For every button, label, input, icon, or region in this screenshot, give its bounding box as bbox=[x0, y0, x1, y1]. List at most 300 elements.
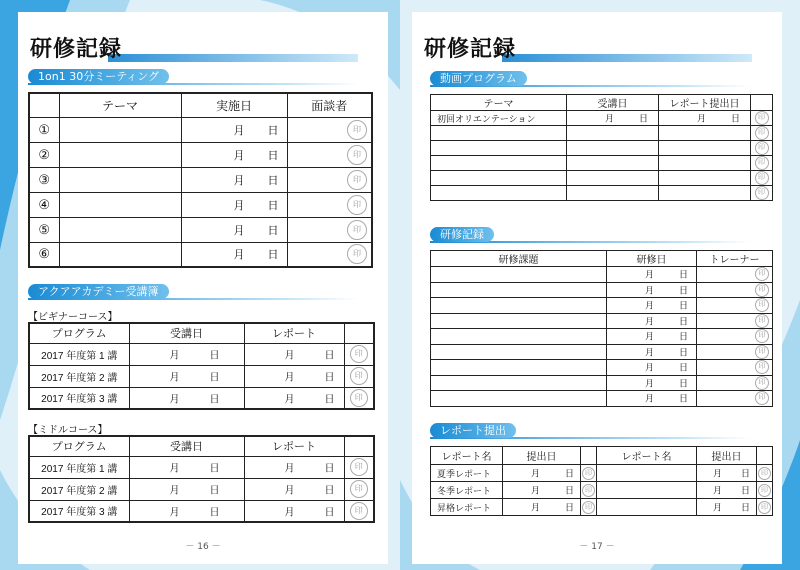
theme-cell[interactable] bbox=[431, 156, 567, 171]
month-label: 月 bbox=[645, 285, 655, 296]
table-row bbox=[29, 456, 374, 478]
interviewer-cell[interactable] bbox=[287, 242, 372, 267]
training-date-cell[interactable] bbox=[607, 282, 697, 298]
header-training-date: 研修日 bbox=[607, 251, 697, 267]
month-label: 月 bbox=[169, 463, 180, 475]
header-report-date: レポート提出日 bbox=[659, 95, 751, 111]
table-row bbox=[29, 478, 374, 500]
table-row bbox=[431, 171, 773, 186]
seal-cell[interactable] bbox=[581, 465, 597, 482]
attend-date-cell[interactable] bbox=[129, 456, 244, 478]
seal-stamp-icon: 印 bbox=[755, 298, 769, 312]
trainer-cell[interactable] bbox=[697, 267, 773, 283]
table-row bbox=[431, 313, 773, 329]
training-table bbox=[430, 250, 773, 407]
month-label: 月 bbox=[233, 199, 245, 212]
day-label: 日 bbox=[267, 224, 279, 237]
row-number: ③ bbox=[29, 167, 59, 192]
seal-stamp-icon: 印 bbox=[350, 367, 368, 385]
seal-cell[interactable] bbox=[757, 499, 773, 516]
table-row bbox=[431, 186, 773, 201]
month-label: 月 bbox=[233, 174, 245, 187]
table-row bbox=[431, 156, 773, 171]
topic-cell[interactable] bbox=[431, 282, 607, 298]
table-row bbox=[29, 500, 374, 522]
program-cell: 2017 年度第 2 講 bbox=[29, 365, 129, 387]
report-name-cell[interactable] bbox=[597, 482, 697, 499]
topic-cell[interactable] bbox=[431, 313, 607, 329]
month-label: 月 bbox=[284, 394, 295, 406]
month-label: 月 bbox=[645, 300, 655, 311]
day-label: 日 bbox=[741, 468, 751, 479]
trainer-cell[interactable] bbox=[697, 360, 773, 376]
table-row bbox=[29, 242, 372, 267]
report-date-cell[interactable] bbox=[244, 387, 344, 409]
seal-stamp-icon: 印 bbox=[758, 501, 771, 514]
header-topic: 研修課題 bbox=[431, 251, 607, 267]
seal-stamp-icon: 印 bbox=[755, 360, 769, 374]
header-report-name: レポート名 bbox=[431, 447, 503, 465]
month-label: 月 bbox=[233, 149, 245, 162]
report-date-cell[interactable] bbox=[244, 456, 344, 478]
month-label: 月 bbox=[645, 269, 655, 280]
table-row bbox=[431, 111, 773, 126]
day-label: 日 bbox=[731, 113, 741, 124]
report-date-cell[interactable] bbox=[244, 365, 344, 387]
table-row bbox=[29, 217, 372, 242]
trainer-cell[interactable] bbox=[697, 391, 773, 407]
title-bar bbox=[108, 54, 358, 62]
month-label: 月 bbox=[233, 224, 245, 237]
month-label: 月 bbox=[233, 124, 245, 137]
month-label: 月 bbox=[284, 507, 295, 519]
header-report: レポート bbox=[244, 436, 344, 456]
seal-stamp-icon: 印 bbox=[755, 111, 769, 125]
month-label: 月 bbox=[645, 316, 655, 327]
submit-date-cell[interactable] bbox=[697, 465, 757, 482]
training-date-cell[interactable] bbox=[607, 360, 697, 376]
theme-cell[interactable] bbox=[59, 217, 181, 242]
row-number: ① bbox=[29, 117, 59, 142]
header-report: レポート bbox=[244, 323, 344, 343]
report-date-cell[interactable] bbox=[659, 156, 751, 171]
seal-cell[interactable] bbox=[751, 186, 773, 201]
row-number: ④ bbox=[29, 192, 59, 217]
table-row bbox=[29, 192, 372, 217]
month-label: 月 bbox=[645, 378, 655, 389]
row-number: ② bbox=[29, 142, 59, 167]
day-label: 日 bbox=[679, 316, 689, 327]
month-label: 月 bbox=[713, 485, 723, 496]
topic-cell[interactable] bbox=[431, 344, 607, 360]
header-blank bbox=[344, 436, 374, 456]
month-label: 月 bbox=[233, 249, 245, 262]
seal-cell[interactable] bbox=[344, 343, 374, 365]
day-label: 日 bbox=[267, 149, 279, 162]
report-name-cell: 昇格レポート bbox=[431, 499, 503, 516]
day-label: 日 bbox=[565, 485, 575, 496]
report-date-cell[interactable] bbox=[244, 500, 344, 522]
report-name-cell[interactable] bbox=[597, 465, 697, 482]
day-label: 日 bbox=[639, 113, 649, 124]
trainer-cell[interactable] bbox=[697, 282, 773, 298]
interviewer-cell[interactable] bbox=[287, 217, 372, 242]
day-label: 日 bbox=[741, 502, 751, 513]
title-bar bbox=[502, 54, 752, 62]
table-row bbox=[431, 391, 773, 407]
seal-stamp-icon: 印 bbox=[755, 267, 769, 281]
day-label: 日 bbox=[741, 485, 751, 496]
theme-cell[interactable] bbox=[431, 186, 567, 201]
attend-date-cell[interactable] bbox=[567, 141, 659, 156]
seal-stamp-icon: 印 bbox=[350, 502, 368, 520]
section-report bbox=[430, 423, 770, 440]
header-blank bbox=[581, 447, 597, 465]
row-number: ⑥ bbox=[29, 242, 59, 267]
table-row bbox=[431, 499, 773, 516]
seal-stamp-icon: 印 bbox=[347, 220, 367, 240]
header-blank bbox=[29, 93, 59, 117]
trainer-cell[interactable] bbox=[697, 313, 773, 329]
table-row bbox=[431, 344, 773, 360]
month-label: 月 bbox=[284, 463, 295, 475]
month-label: 月 bbox=[645, 331, 655, 342]
day-label: 日 bbox=[324, 350, 335, 362]
report-table bbox=[430, 446, 773, 516]
seal-stamp-icon: 印 bbox=[755, 345, 769, 359]
day-label: 日 bbox=[679, 300, 689, 311]
seal-stamp-icon: 印 bbox=[350, 458, 368, 476]
seal-stamp-icon: 印 bbox=[347, 145, 367, 165]
table-row bbox=[29, 343, 374, 365]
seal-cell[interactable] bbox=[344, 387, 374, 409]
section-heading: 動画プログラム bbox=[430, 71, 527, 86]
day-label: 日 bbox=[209, 350, 220, 362]
day-label: 日 bbox=[209, 507, 220, 519]
seal-stamp-icon: 印 bbox=[350, 345, 368, 363]
attend-date-cell[interactable] bbox=[129, 500, 244, 522]
month-label: 月 bbox=[169, 372, 180, 384]
date-cell[interactable] bbox=[181, 117, 287, 142]
seal-stamp-icon: 印 bbox=[755, 329, 769, 343]
day-label: 日 bbox=[324, 394, 335, 406]
seal-cell[interactable] bbox=[581, 499, 597, 516]
month-label: 月 bbox=[284, 485, 295, 497]
topic-cell[interactable] bbox=[431, 329, 607, 345]
submit-date-cell[interactable] bbox=[503, 499, 581, 516]
training-date-cell[interactable] bbox=[607, 344, 697, 360]
section-video bbox=[430, 71, 770, 88]
left-page bbox=[18, 12, 388, 564]
header-interviewer: 面談者 bbox=[287, 93, 372, 117]
topic-cell[interactable] bbox=[431, 298, 607, 314]
theme-cell[interactable] bbox=[59, 142, 181, 167]
seal-stamp-icon: 印 bbox=[755, 283, 769, 297]
date-cell[interactable] bbox=[181, 167, 287, 192]
attend-date-cell[interactable] bbox=[567, 186, 659, 201]
day-label: 日 bbox=[209, 463, 220, 475]
row-number: ⑤ bbox=[29, 217, 59, 242]
day-label: 日 bbox=[267, 124, 279, 137]
day-label: 日 bbox=[267, 174, 279, 187]
header-blank bbox=[344, 323, 374, 343]
header-report-name: レポート名 bbox=[597, 447, 697, 465]
report-date-cell[interactable] bbox=[659, 141, 751, 156]
month-label: 月 bbox=[645, 393, 655, 404]
attend-date-cell[interactable] bbox=[567, 156, 659, 171]
table-row bbox=[431, 298, 773, 314]
day-label: 日 bbox=[565, 468, 575, 479]
page-title bbox=[18, 32, 358, 66]
section-training bbox=[430, 227, 770, 244]
topic-cell[interactable] bbox=[431, 360, 607, 376]
day-label: 日 bbox=[679, 347, 689, 358]
table-row bbox=[431, 465, 773, 482]
month-label: 月 bbox=[645, 362, 655, 373]
day-label: 日 bbox=[209, 372, 220, 384]
day-label: 日 bbox=[324, 463, 335, 475]
topic-cell[interactable] bbox=[431, 391, 607, 407]
day-label: 日 bbox=[324, 507, 335, 519]
seal-cell[interactable] bbox=[344, 365, 374, 387]
submit-date-cell[interactable] bbox=[503, 482, 581, 499]
table-row bbox=[29, 365, 374, 387]
seal-cell[interactable] bbox=[751, 141, 773, 156]
table-row bbox=[431, 282, 773, 298]
seal-stamp-icon: 印 bbox=[582, 467, 595, 480]
table-row bbox=[431, 126, 773, 141]
training-date-cell[interactable] bbox=[607, 298, 697, 314]
middle-course-label: 【ミドルコース】 bbox=[28, 425, 108, 436]
date-cell[interactable] bbox=[181, 217, 287, 242]
report-name-cell: 夏季レポート bbox=[431, 465, 503, 482]
video-table bbox=[430, 94, 773, 201]
seal-stamp-icon: 印 bbox=[755, 171, 769, 185]
seal-cell[interactable] bbox=[751, 111, 773, 126]
page-title bbox=[412, 32, 752, 66]
day-label: 日 bbox=[679, 378, 689, 389]
page-number: － 16 － bbox=[185, 542, 221, 552]
program-cell: 2017 年度第 3 講 bbox=[29, 500, 129, 522]
theme-cell[interactable] bbox=[59, 167, 181, 192]
seal-stamp-icon: 印 bbox=[755, 156, 769, 170]
page-title-text: 研修記録 bbox=[424, 37, 517, 62]
theme-cell[interactable] bbox=[431, 126, 567, 141]
month-label: 月 bbox=[531, 485, 541, 496]
report-date-cell[interactable] bbox=[659, 111, 751, 126]
report-name-cell[interactable] bbox=[597, 499, 697, 516]
program-cell: 2017 年度第 1 講 bbox=[29, 456, 129, 478]
training-date-cell[interactable] bbox=[607, 391, 697, 407]
seal-stamp-icon: 印 bbox=[755, 126, 769, 140]
theme-cell[interactable]: 初回オリエンテーション bbox=[431, 111, 567, 126]
trainer-cell[interactable] bbox=[697, 344, 773, 360]
header-blank bbox=[751, 95, 773, 111]
header-attend-date: 受講日 bbox=[567, 95, 659, 111]
day-label: 日 bbox=[679, 269, 689, 280]
seal-stamp-icon: 印 bbox=[347, 170, 367, 190]
month-label: 月 bbox=[284, 350, 295, 362]
theme-cell[interactable] bbox=[59, 192, 181, 217]
day-label: 日 bbox=[209, 485, 220, 497]
beginner-course-label: 【ビギナーコース】 bbox=[28, 312, 118, 323]
attend-date-cell[interactable] bbox=[129, 365, 244, 387]
header-date: 実施日 bbox=[181, 93, 287, 117]
seal-stamp-icon: 印 bbox=[350, 480, 368, 498]
page-number: － 17 － bbox=[579, 542, 615, 552]
training-date-cell[interactable] bbox=[607, 329, 697, 345]
report-date-cell[interactable] bbox=[244, 478, 344, 500]
section-academy bbox=[28, 284, 378, 301]
attend-date-cell[interactable] bbox=[129, 478, 244, 500]
day-label: 日 bbox=[565, 502, 575, 513]
month-label: 月 bbox=[713, 468, 723, 479]
seal-stamp-icon: 印 bbox=[755, 186, 769, 200]
table-row bbox=[29, 167, 372, 192]
seal-stamp-icon: 印 bbox=[582, 501, 595, 514]
interviewer-cell[interactable] bbox=[287, 117, 372, 142]
seal-stamp-icon: 印 bbox=[755, 376, 769, 390]
day-label: 日 bbox=[324, 485, 335, 497]
table-row bbox=[431, 360, 773, 376]
seal-stamp-icon: 印 bbox=[347, 244, 367, 264]
month-label: 月 bbox=[605, 113, 615, 124]
training-date-cell[interactable] bbox=[607, 267, 697, 283]
seal-cell[interactable] bbox=[757, 482, 773, 499]
interviewer-cell[interactable] bbox=[287, 142, 372, 167]
table-row bbox=[29, 142, 372, 167]
report-date-cell[interactable] bbox=[244, 343, 344, 365]
day-label: 日 bbox=[679, 331, 689, 342]
section-heading: 研修記録 bbox=[430, 227, 494, 242]
month-label: 月 bbox=[169, 394, 180, 406]
table-row bbox=[431, 141, 773, 156]
header-trainer: トレーナー bbox=[697, 251, 773, 267]
month-label: 月 bbox=[713, 502, 723, 513]
seal-cell[interactable] bbox=[757, 465, 773, 482]
seal-cell[interactable] bbox=[344, 456, 374, 478]
section-heading: アクアアカデミー受講簿 bbox=[28, 284, 169, 299]
seal-cell[interactable] bbox=[751, 156, 773, 171]
middle-table bbox=[28, 435, 375, 523]
month-label: 月 bbox=[645, 347, 655, 358]
theme-cell[interactable] bbox=[59, 117, 181, 142]
month-label: 月 bbox=[169, 485, 180, 497]
right-page bbox=[412, 12, 782, 564]
date-cell[interactable] bbox=[181, 192, 287, 217]
header-attend-date: 受講日 bbox=[129, 323, 244, 343]
date-cell[interactable] bbox=[181, 142, 287, 167]
trainer-cell[interactable] bbox=[697, 329, 773, 345]
theme-cell[interactable] bbox=[431, 171, 567, 186]
seal-cell[interactable] bbox=[751, 126, 773, 141]
section-meeting bbox=[28, 69, 378, 86]
training-date-cell[interactable] bbox=[607, 375, 697, 391]
seal-stamp-icon: 印 bbox=[755, 141, 769, 155]
seal-cell[interactable] bbox=[344, 478, 374, 500]
attend-date-cell[interactable] bbox=[567, 126, 659, 141]
trainer-cell[interactable] bbox=[697, 375, 773, 391]
seal-stamp-icon: 印 bbox=[350, 389, 368, 407]
attend-date-cell[interactable] bbox=[129, 343, 244, 365]
section-heading: 1on1 30分ミーティング bbox=[28, 69, 169, 84]
trainer-cell[interactable] bbox=[697, 298, 773, 314]
topic-cell[interactable] bbox=[431, 267, 607, 283]
month-label: 月 bbox=[697, 113, 707, 124]
table-row bbox=[29, 117, 372, 142]
program-cell: 2017 年度第 2 講 bbox=[29, 478, 129, 500]
seal-cell[interactable] bbox=[344, 500, 374, 522]
month-label: 月 bbox=[531, 468, 541, 479]
month-label: 月 bbox=[284, 372, 295, 384]
day-label: 日 bbox=[267, 199, 279, 212]
month-label: 月 bbox=[169, 507, 180, 519]
table-row bbox=[431, 267, 773, 283]
table-row bbox=[431, 375, 773, 391]
section-heading: レポート提出 bbox=[430, 423, 516, 438]
day-label: 日 bbox=[679, 362, 689, 373]
seal-cell[interactable] bbox=[581, 482, 597, 499]
program-cell: 2017 年度第 1 講 bbox=[29, 343, 129, 365]
attend-date-cell[interactable] bbox=[567, 171, 659, 186]
topic-cell[interactable] bbox=[431, 375, 607, 391]
report-date-cell[interactable] bbox=[659, 171, 751, 186]
header-theme: テーマ bbox=[59, 93, 181, 117]
day-label: 日 bbox=[679, 393, 689, 404]
seal-stamp-icon: 印 bbox=[347, 120, 367, 140]
seal-stamp-icon: 印 bbox=[755, 314, 769, 328]
header-submit-date: 提出日 bbox=[697, 447, 757, 465]
day-label: 日 bbox=[209, 394, 220, 406]
header-program: プログラム bbox=[29, 436, 129, 456]
training-date-cell[interactable] bbox=[607, 313, 697, 329]
header-theme: テーマ bbox=[431, 95, 567, 111]
attend-date-cell[interactable] bbox=[567, 111, 659, 126]
report-date-cell[interactable] bbox=[659, 126, 751, 141]
table-row bbox=[29, 387, 374, 409]
day-label: 日 bbox=[679, 285, 689, 296]
seal-cell[interactable] bbox=[751, 171, 773, 186]
header-blank bbox=[757, 447, 773, 465]
header-attend-date: 受講日 bbox=[129, 436, 244, 456]
seal-stamp-icon: 印 bbox=[755, 391, 769, 405]
theme-cell[interactable] bbox=[59, 242, 181, 267]
interviewer-cell[interactable] bbox=[287, 192, 372, 217]
page-title-text: 研修記録 bbox=[30, 37, 123, 62]
month-label: 月 bbox=[169, 350, 180, 362]
theme-cell[interactable] bbox=[431, 141, 567, 156]
meeting-table bbox=[28, 92, 373, 268]
date-cell[interactable] bbox=[181, 242, 287, 267]
seal-stamp-icon: 印 bbox=[758, 467, 771, 480]
submit-date-cell[interactable] bbox=[697, 482, 757, 499]
month-label: 月 bbox=[531, 502, 541, 513]
beginner-table bbox=[28, 322, 375, 410]
day-label: 日 bbox=[324, 372, 335, 384]
table-row bbox=[431, 329, 773, 345]
submit-date-cell[interactable] bbox=[697, 499, 757, 516]
report-date-cell[interactable] bbox=[659, 186, 751, 201]
interviewer-cell[interactable] bbox=[287, 167, 372, 192]
day-label: 日 bbox=[267, 249, 279, 262]
header-program: プログラム bbox=[29, 323, 129, 343]
submit-date-cell[interactable] bbox=[503, 465, 581, 482]
seal-stamp-icon: 印 bbox=[758, 484, 771, 497]
header-submit-date: 提出日 bbox=[503, 447, 581, 465]
attend-date-cell[interactable] bbox=[129, 387, 244, 409]
seal-stamp-icon: 印 bbox=[582, 484, 595, 497]
report-name-cell: 冬季レポート bbox=[431, 482, 503, 499]
